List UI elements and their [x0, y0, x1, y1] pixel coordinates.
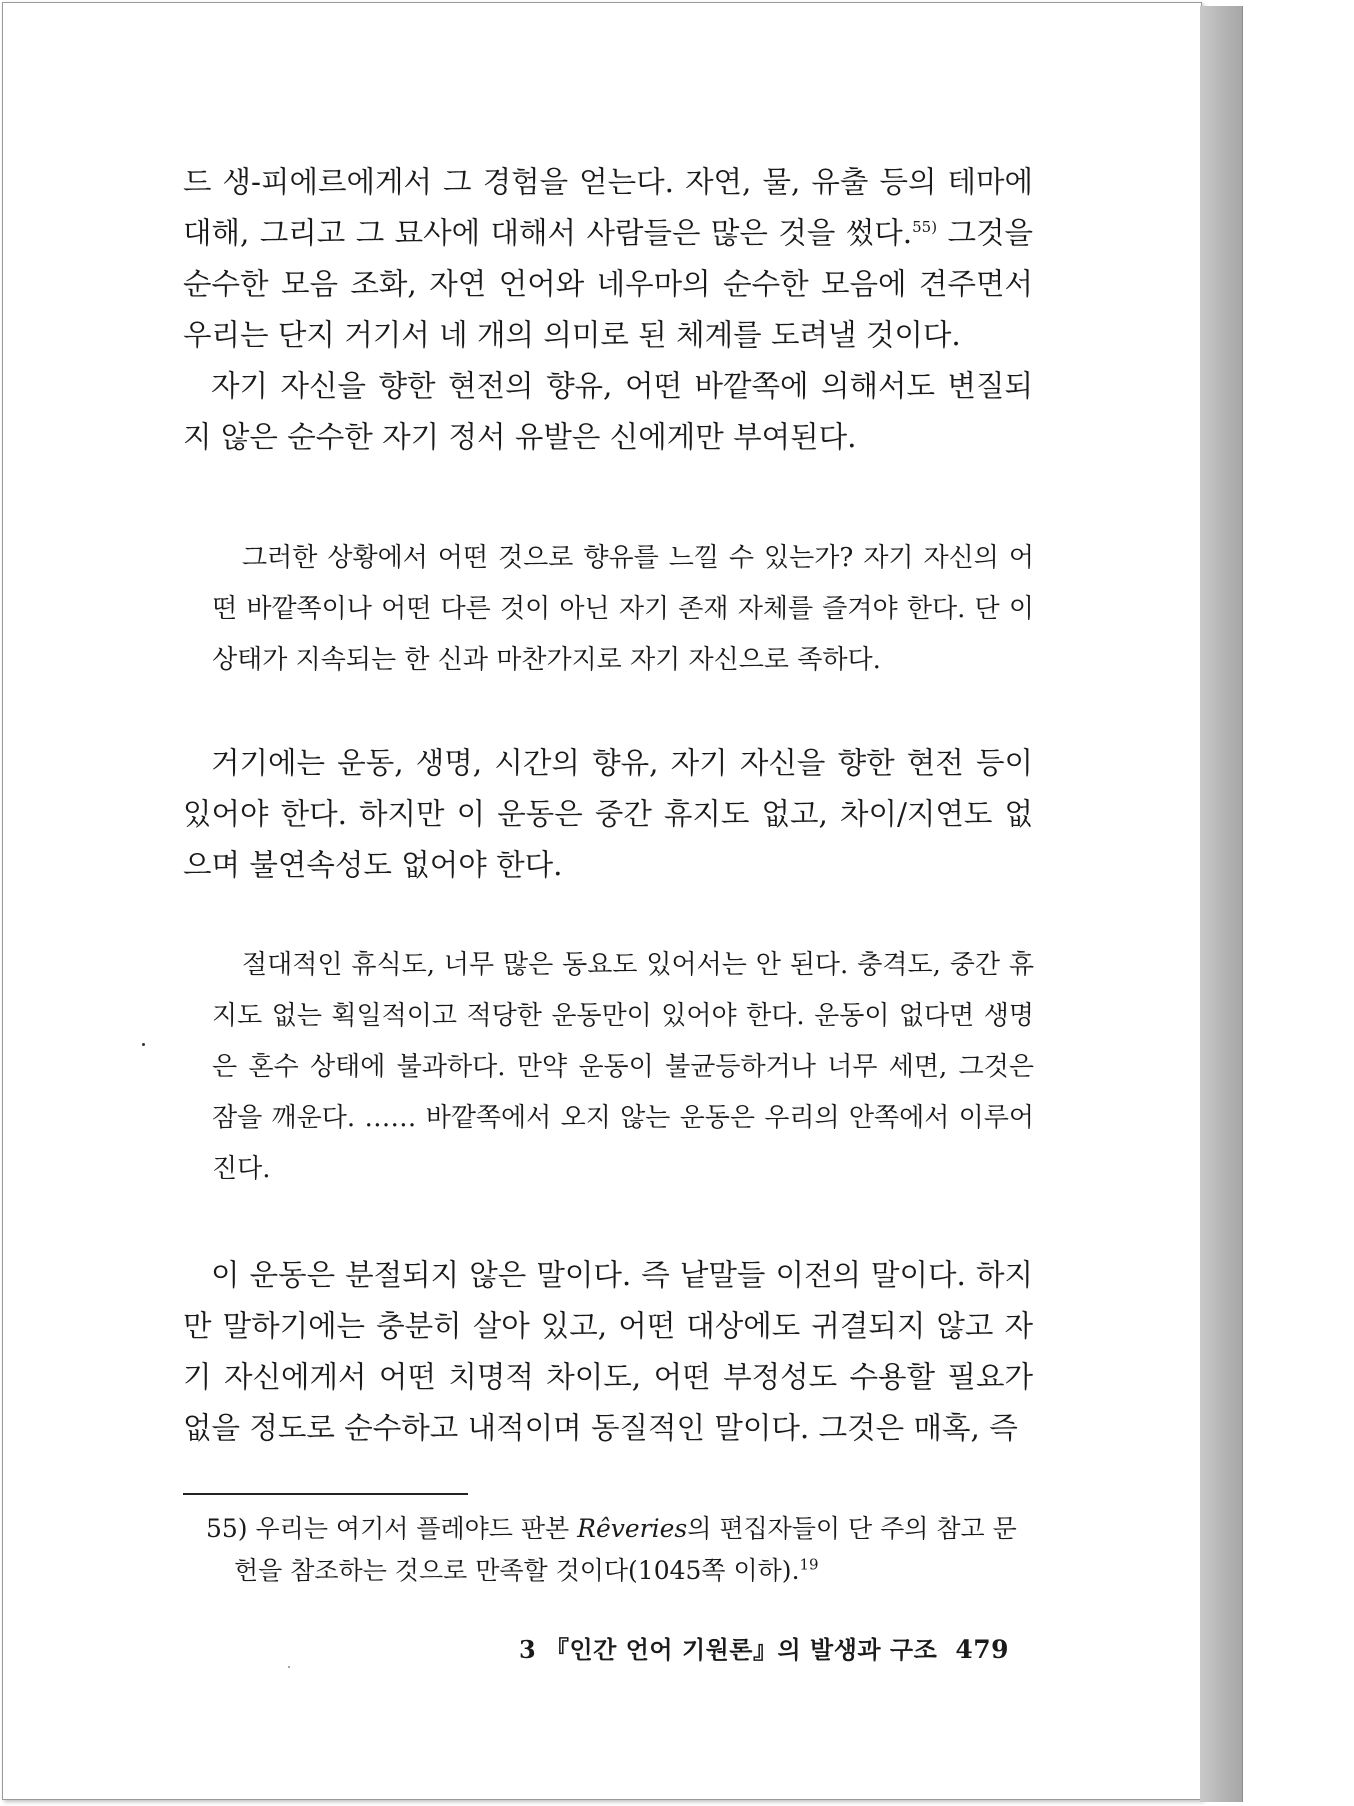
quote-text: 그러한 상황에서 어떤 것으로 향유를 느낄 수 있는가? 자기 자신의 어떤 바깥쪽이나 어떤 다른 것이 아닌 자기 존재 자체를 즐겨야 한다. 단 이 상태가 지속되는 한 신과 마찬가지로 자기 자신으로 족하다. [212, 543, 1034, 675]
speck-mark [288, 1666, 290, 1668]
body-paragraph-4 [183, 1250, 1033, 1454]
chapter-title: 3 『인간 언어 기원론』의 발생과 구조 [518, 1635, 938, 1664]
footnote-divider [183, 1493, 468, 1495]
page-number: 479 [955, 1635, 1009, 1664]
running-footer [519, 1630, 1009, 1665]
speck-mark [142, 1043, 145, 1046]
footnote-italic-title: Rêveries [577, 1514, 688, 1543]
footnote-number: 55) [206, 1514, 248, 1543]
footnote-55 [206, 1508, 1038, 1592]
footnote-text: 우리는 여기서 플레야드 판본 [255, 1514, 578, 1543]
paragraph-text: 드 생-피에르에게서 그 경험을 얻는다. 자연, 물, 유출 등의 테마에 대해, 그리고 그 묘사에 대해서 사람들은 많은 것을 썼다. [183, 165, 1033, 250]
paragraph-text: 거기에는 운동, 생명, 시간의 향유, 자기 자신을 향한 현전 등이 있어야 한다. 하지만 이 운동은 중간 휴지도 없고, 차이/지연도 없으며 불연속성도 없어야 한다. [183, 746, 1033, 882]
body-paragraph-1 [183, 157, 1033, 361]
block-quote-2 [212, 940, 1034, 1195]
footnote-text-line2: 헌을 참조하는 것으로 만족할 것이다(1045쪽 이하). [234, 1556, 800, 1585]
paragraph-text: 자기 자신을 향한 현전의 향유, 어떤 바깥쪽에 의해서도 변질되지 않은 순수한 자기 정서 유발은 신에게만 부여된다. [183, 369, 1033, 454]
quote-text: 절대적인 휴식도, 너무 많은 동요도 있어서는 안 된다. 충격도, 중간 휴지도 없는 획일적이고 적당한 운동만이 있어야 한다. 운동이 없다면 생명은 혼수 상태에 불과하다. 만약 운동이 불균등하거나 너무 세면, 그것은 잠을 깨운다. …… 바깥쪽에서 오지 않는 운동은 우리의 안쪽에서 이루어진다. [212, 950, 1034, 1184]
body-paragraph-3 [183, 738, 1033, 891]
block-quote-1 [212, 533, 1034, 686]
footnote-text: 의 편집자들이 단 주의 참고 문 [687, 1514, 1017, 1543]
book-page-edge [1200, 6, 1243, 1802]
paragraph-text: 이 운동은 분절되지 않은 말이다. 즉 낱말들 이전의 말이다. 하지만 말하기에는 충분히 살아 있고, 어떤 대상에도 귀결되지 않고 자기 자신에게서 어떤 치명적 차이도, 어떤 부정성도 수용할 필요가 없을 정도로 순수하고 내적이며 동질적인 말이다. 그것은 매혹, 즉 [183, 1258, 1033, 1445]
body-paragraph-2 [183, 361, 1033, 463]
footnote-superscript: 19 [799, 1555, 819, 1574]
footnote-reference[interactable]: 55) [912, 218, 938, 237]
paragraph-text: 그것을 순수한 모음 조화, 자연 언어와 네우마의 순수한 모음에 견주면서 우리는 단지 거기서 네 개의 의미로 된 체계를 도려낼 것이다. [183, 216, 1033, 352]
